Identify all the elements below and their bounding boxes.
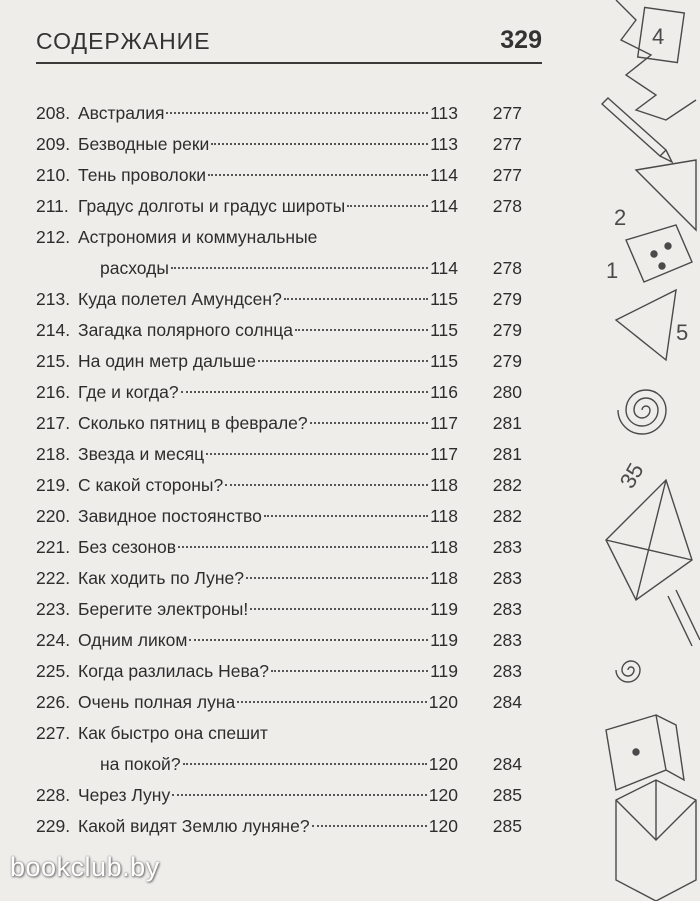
- leader-dots: [183, 762, 427, 765]
- entry-number: 218.: [36, 444, 71, 464]
- entry-title: Через Луну: [78, 785, 171, 805]
- answer-page: 277: [492, 134, 522, 154]
- doodle-digit-35: 35: [614, 458, 649, 493]
- question-page: 114: [430, 165, 458, 185]
- toc-entry: [36, 377, 540, 408]
- answer-page: 281: [492, 444, 522, 464]
- leader-dots: [295, 328, 428, 331]
- entry-title: Куда полетел Амундсен?: [78, 289, 282, 309]
- entry-title: Как ходить по Луне?: [78, 568, 244, 588]
- leader-dots: [250, 607, 428, 610]
- entry-number: 229.: [36, 816, 71, 836]
- answer-page: 283: [492, 537, 522, 557]
- entry-line: [78, 470, 458, 501]
- entry-line: [78, 501, 458, 532]
- page-number: 329: [500, 26, 542, 54]
- entry-title: Какой видят Землю луняне?: [78, 816, 310, 836]
- entry-number: 228.: [36, 785, 71, 805]
- question-page: 119: [430, 630, 458, 650]
- entry-title: Где и когда?: [78, 382, 179, 402]
- entry-line: [78, 625, 458, 656]
- answer-page: 284: [492, 692, 522, 712]
- answer-page: 277: [492, 103, 522, 123]
- answer-page: 279: [492, 351, 522, 371]
- answer-page: 283: [492, 630, 522, 650]
- question-page: 120: [428, 754, 458, 774]
- entry-number: 209.: [36, 134, 71, 154]
- entry-number: 220.: [36, 506, 71, 526]
- toc-entry: [36, 718, 540, 749]
- entry-number: 213.: [36, 289, 71, 309]
- question-page: 120: [428, 692, 458, 712]
- leader-dots: [246, 576, 428, 579]
- question-page: 114: [430, 258, 458, 278]
- answer-page: 279: [492, 320, 522, 340]
- pencil-icon: [602, 98, 672, 162]
- dice-icon: [626, 225, 692, 282]
- entry-number: 225.: [36, 661, 71, 681]
- entry-title: Когда разлилась Нева?: [78, 661, 270, 681]
- question-page: 120: [428, 816, 458, 836]
- question-page: 115: [430, 351, 458, 371]
- toc-entry: [36, 563, 540, 594]
- answer-page: 283: [492, 599, 522, 619]
- toc-entry: [36, 253, 540, 284]
- entry-title: Без сезонов: [78, 537, 177, 557]
- leader-dots: [225, 483, 428, 486]
- entry-number: 221.: [36, 537, 71, 557]
- entry-number: 217.: [36, 413, 71, 433]
- entry-number: 227.: [36, 723, 71, 743]
- answer-page: 284: [492, 754, 522, 774]
- answer-page: 282: [492, 506, 522, 526]
- question-page: 118: [430, 537, 458, 557]
- entry-line: [78, 656, 458, 687]
- toc-entry: [36, 315, 540, 346]
- entry-number: 216.: [36, 382, 71, 402]
- leader-dots: [206, 452, 428, 455]
- doodle-decoration: [596, 0, 700, 901]
- toc-entry: [36, 284, 540, 315]
- question-page: 117: [430, 413, 458, 433]
- entry-line: [78, 191, 458, 222]
- watermark: bookclub.by: [10, 852, 160, 882]
- entry-title: Австралия: [78, 103, 165, 123]
- entry-title: Одним ликом: [78, 630, 188, 650]
- question-page: 115: [430, 289, 458, 309]
- entry-line: [78, 563, 458, 594]
- question-page: 115: [430, 320, 458, 340]
- leader-dots: [312, 824, 427, 827]
- toc-entry: [36, 160, 540, 191]
- entry-number: 226.: [36, 692, 71, 712]
- answer-page: 278: [492, 196, 522, 216]
- entry-title-continued: на покой?: [100, 754, 181, 774]
- leader-dots: [284, 297, 428, 300]
- entry-line: [78, 594, 458, 625]
- toc-entry: [36, 346, 540, 377]
- triangle-doodle: [636, 160, 696, 230]
- entry-number: 210.: [36, 165, 71, 185]
- question-page: 118: [430, 506, 458, 526]
- set-square-doodle: [616, 290, 676, 360]
- entry-line: [78, 780, 458, 811]
- toc-entry: [36, 501, 540, 532]
- toc-entry: [36, 749, 540, 780]
- cube-doodle: [616, 780, 696, 901]
- entry-title: Завидное постоянство: [78, 506, 262, 526]
- entry-line: [78, 284, 458, 315]
- leader-dots: [181, 390, 428, 393]
- leader-dots: [258, 359, 428, 362]
- answer-page: 283: [492, 568, 522, 588]
- toc-entry: [36, 780, 540, 811]
- entry-title: Тень проволоки: [78, 165, 207, 185]
- leader-dots: [171, 266, 428, 269]
- entry-number: 212.: [36, 227, 71, 247]
- toc-entry: [36, 656, 540, 687]
- toc-entry: [36, 439, 540, 470]
- answer-page: 282: [492, 475, 522, 495]
- leader-dots: [271, 669, 428, 672]
- pencil-icon-2: [668, 590, 700, 646]
- toc-entry: [36, 222, 540, 253]
- entry-title: Очень полная луна: [78, 692, 236, 712]
- toc-entry: [36, 532, 540, 563]
- entry-number: 211.: [36, 196, 69, 216]
- entry-title: На один метр дальше: [78, 351, 256, 371]
- entry-number: 224.: [36, 630, 71, 650]
- entry-line: [78, 408, 458, 439]
- entry-title: Звезда и месяц: [78, 444, 205, 464]
- leader-dots: [237, 700, 427, 703]
- doodle-digit-1: 1: [606, 258, 619, 283]
- answer-page: 285: [492, 785, 522, 805]
- leader-dots: [347, 204, 428, 207]
- entry-number: 208.: [36, 103, 71, 123]
- entry-line: [78, 346, 458, 377]
- entry-line: [100, 253, 458, 284]
- question-page: 118: [430, 475, 458, 495]
- entry-line: [78, 377, 458, 408]
- leader-dots: [189, 638, 428, 641]
- question-page: 113: [430, 103, 458, 123]
- entry-title: Как быстро она спешит: [78, 723, 268, 743]
- question-page: 119: [430, 661, 458, 681]
- entry-line: [78, 687, 458, 718]
- entry-number: 223.: [36, 599, 71, 619]
- entry-title: Градус долготы и градус широты: [78, 196, 346, 216]
- doodle-digit-5: 5: [676, 320, 689, 345]
- dice-icon-2: [606, 715, 684, 790]
- entry-title: Безводные реки: [78, 134, 210, 154]
- toc-entry: [36, 470, 540, 501]
- leader-dots: [208, 173, 428, 176]
- question-page: 120: [428, 785, 458, 805]
- entry-number: 215.: [36, 351, 71, 371]
- table-of-contents: [36, 98, 540, 842]
- question-page: 117: [430, 444, 458, 464]
- toc-entry: [36, 408, 540, 439]
- question-page: 114: [430, 196, 458, 216]
- answer-page: 278: [492, 258, 522, 278]
- spiral-doodle: [618, 390, 666, 434]
- answer-page: 277: [492, 165, 522, 185]
- entry-title-continued: расходы: [100, 258, 169, 278]
- question-page: 116: [430, 382, 458, 402]
- entry-title: Сколько пятниц в феврале?: [78, 413, 308, 433]
- entry-line: [78, 811, 458, 842]
- leader-dots: [172, 793, 427, 796]
- entry-line: [78, 532, 458, 563]
- leader-dots: [310, 421, 428, 424]
- entry-title: Загадка полярного солнца: [78, 320, 294, 340]
- entry-title: С какой стороны?: [78, 475, 224, 495]
- toc-entry: [36, 98, 540, 129]
- toc-entry: [36, 594, 540, 625]
- answer-page: 285: [492, 816, 522, 836]
- question-page: 113: [430, 134, 458, 154]
- leader-dots: [264, 514, 428, 517]
- leader-dots: [166, 111, 428, 114]
- entry-title: Астрономия и коммунальные: [78, 227, 318, 247]
- entry-line: [78, 98, 458, 129]
- entry-title: Берегите электроны!: [78, 599, 249, 619]
- question-page: 119: [430, 599, 458, 619]
- toc-entry: [36, 625, 540, 656]
- answer-page: 280: [492, 382, 522, 402]
- entry-line: [78, 439, 458, 470]
- answer-page: 279: [492, 289, 522, 309]
- entry-line: [78, 129, 458, 160]
- leader-dots: [178, 545, 428, 548]
- entry-line: [78, 315, 458, 346]
- entry-number: 214.: [36, 320, 71, 340]
- leader-dots: [211, 142, 428, 145]
- entry-line: [78, 160, 458, 191]
- entry-line: [100, 749, 458, 780]
- toc-entry: [36, 811, 540, 842]
- doodle-digit-4: 4: [652, 24, 665, 49]
- pyramid-doodle: [606, 480, 692, 600]
- toc-entry: [36, 191, 540, 222]
- toc-entry: [36, 687, 540, 718]
- question-page: 118: [430, 568, 458, 588]
- toc-entry: [36, 129, 540, 160]
- section-title: СОДЕРЖАНИЕ: [36, 28, 211, 54]
- small-spiral-doodle: [616, 661, 640, 682]
- answer-page: 281: [492, 413, 522, 433]
- entry-number: 222.: [36, 568, 71, 588]
- page-header: [36, 22, 542, 64]
- doodle-digit-2: 2: [614, 205, 627, 230]
- entry-number: 219.: [36, 475, 71, 495]
- answer-page: 283: [492, 661, 522, 681]
